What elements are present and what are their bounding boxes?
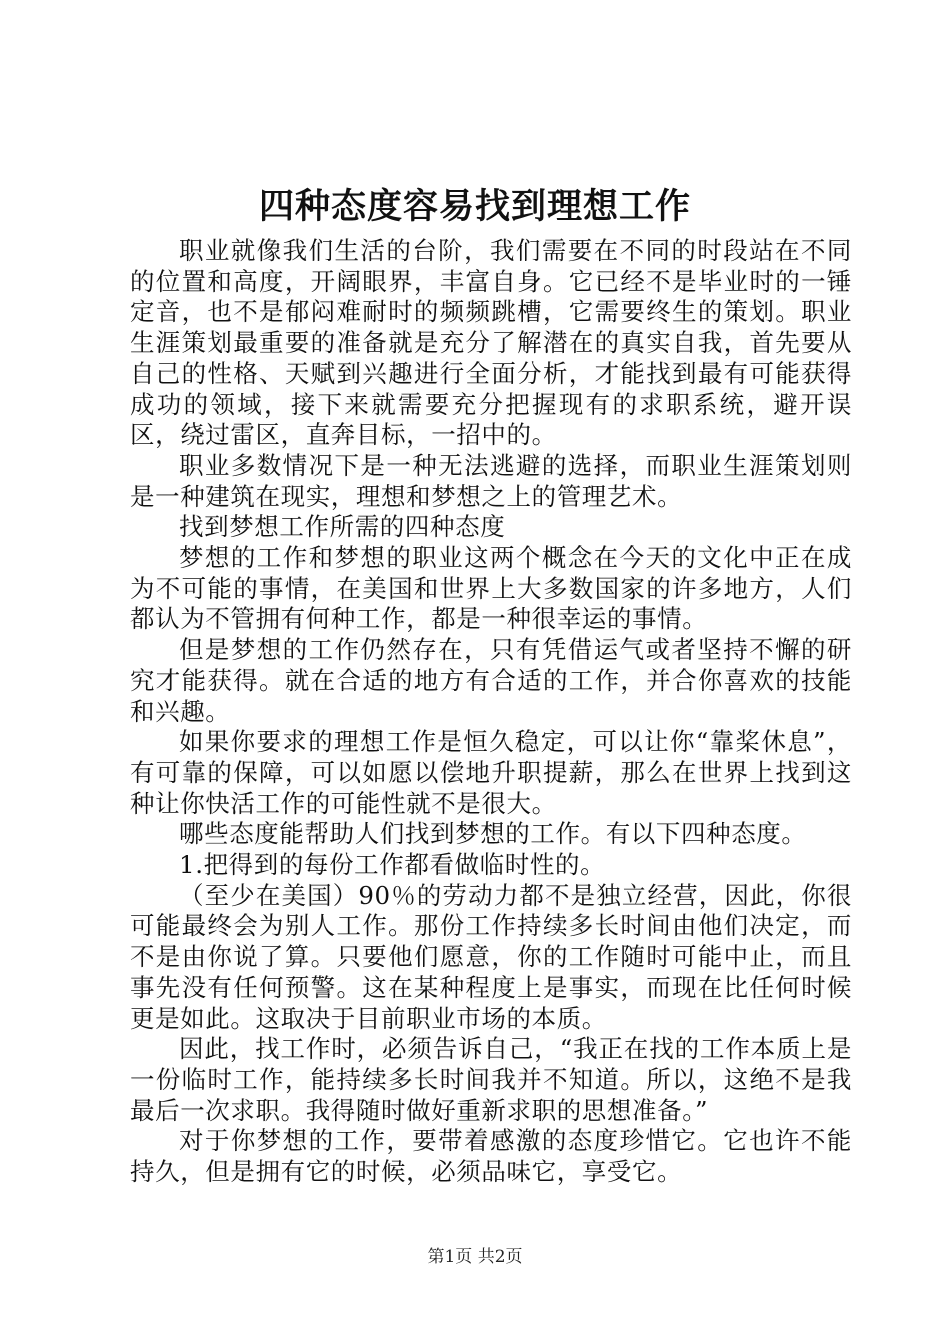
list-item-heading: 1.把得到的每份工作都看做临时性的。 — [179, 850, 606, 880]
page-footer: 第1页 共2页 — [427, 1247, 523, 1267]
paragraph: 梦想的工作和梦想的职业这两个概念在今天的文化中正在成为不可能的事情，在美国和世界上大多数国家的许多地方，人们都认为不管拥有何种工作，都是一种很幸运的事情。 — [130, 543, 852, 634]
paragraph: （至少在美国）90％的劳动力都不是独立经营，因此，你很可能最终会为别人工作。那份工作持续多长时间由他们决定，而不是由你说了算。只要他们愿意，你的工作随时可能中止，而且事先没有任何预警。这在某种程度上是事实，而现在比任何时候更是如此。这取决于目前职业市场的本质。 — [130, 880, 852, 1033]
paragraph: 但是梦想的工作仍然存在，只有凭借运气或者坚持不懈的研究才能获得。就在合适的地方有合适的工作，并合你喜欢的技能和兴趣。 — [130, 635, 852, 726]
paragraph: 对于你梦想的工作，要带着感激的态度珍惜它。它也许不能持久，但是拥有它的时候，必须品味它，享受它。 — [130, 1126, 852, 1187]
section-heading: 找到梦想工作所需的四种态度 — [179, 512, 506, 542]
paragraph: 职业就像我们生活的台阶，我们需要在不同的时段站在不同的位置和高度，开阔眼界，丰富自身。它已经不是毕业时的一锤定音，也不是郁闷难耐时的频频跳槽，它需要终生的策划。职业生涯策划最重要的准备就是充分了解潜在的真实自我，首先要从自己的性格、天赋到兴趣进行全面分析，才能找到最有可能获得成功的领域，接下来就需要充分把握现有的求职系统，避开误区，绕过雷区，直奔目标，一招中的。 — [130, 236, 852, 450]
document-title: 四种态度容易找到理想工作 — [258, 186, 691, 227]
document-body — [130, 236, 852, 1188]
paragraph: 因此，找工作时，必须告诉自己，“我正在找的工作本质上是一份临时工作，能持续多长时间我并不知道。所以，这绝不是我最后一次求职。我得随时做好重新求职的思想准备。” — [130, 1034, 852, 1125]
paragraph: 哪些态度能帮助人们找到梦想的工作。有以下四种态度。 — [179, 819, 807, 849]
paragraph: 职业多数情况下是一种无法逃避的选择，而职业生涯策划则是一种建筑在现实，理想和梦想之上的管理艺术。 — [130, 450, 852, 511]
paragraph: 如果你要求的理想工作是恒久稳定，可以让你“靠桨休息”，有可靠的保障，可以如愿以偿地升职提薪，那么在世界上找到这种让你快活工作的可能性就不是很大。 — [130, 727, 852, 818]
